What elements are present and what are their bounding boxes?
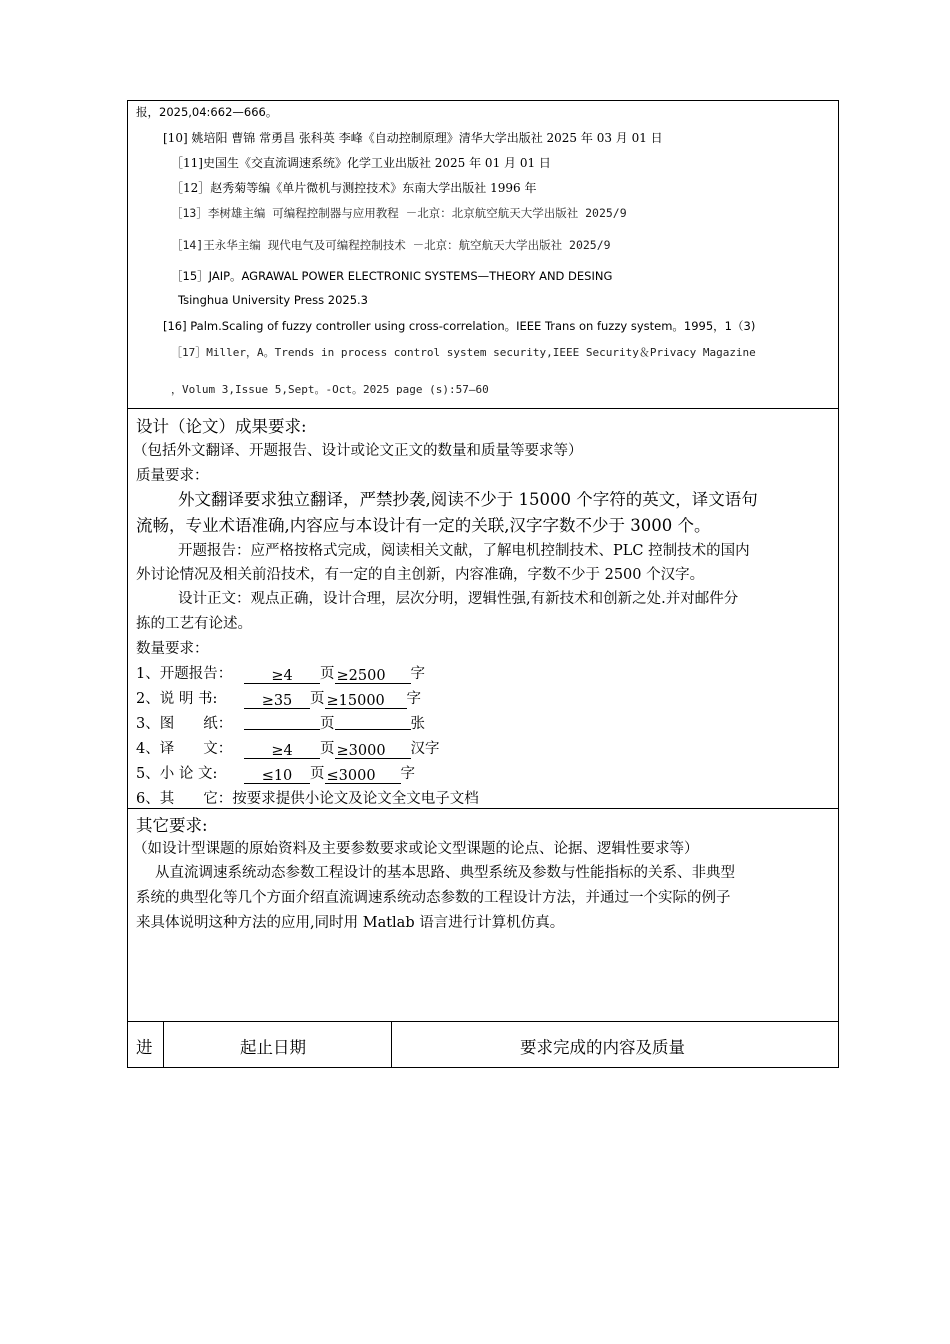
other-requirements-text-cont: 系统的典型化等几个方面介绍直流调速系统动态参数的工程设计方法，并通过一个实际的例子	[136, 890, 731, 906]
reference-11: ［11]史国生《交直流调速系统》化学工业出版社 2025 年 01 月 01 日	[171, 156, 551, 170]
quantity-unit: 字	[406, 691, 421, 707]
schedule-header-dates: 起止日期	[240, 1038, 306, 1057]
translation-requirement-cont: 流畅，专业术语准确,内容应与本设计有一定的关联,汉字字数不少于 3000 个。	[136, 516, 711, 535]
quantity-item	[136, 712, 425, 733]
other-requirements-text-cont: 来具体说明这种方法的应用,同时用 Matlab 语言进行计算机仿真。	[136, 915, 565, 931]
quantity-item-other: 6、其 它：按要求提供小论文及论文全文电子文档	[136, 791, 479, 807]
quantity-unit: 页	[310, 766, 325, 782]
body-requirement: 设计正文：观点正确，设计合理，层次分明，逻辑性强,有新技术和创新之处.并对邮件分	[178, 591, 739, 607]
quantity-label: 数量要求：	[136, 641, 209, 657]
quantity-item	[136, 737, 440, 759]
quantity-unit: 字	[400, 766, 415, 782]
quantity-unit: 页	[320, 716, 335, 732]
reference-13: ［13］李树雄主编 可编程控制器与应用教程 －北京：北京航空航天大学出版社 2025/9	[171, 206, 627, 220]
quantity-unit: 汉字	[410, 741, 440, 757]
reference-12: ［12］赵秀菊等编《单片微机与测控技术》东南大学出版社 1996 年	[171, 181, 537, 195]
quantity-item-label: 4、译 文：	[136, 741, 233, 757]
reference-17: ［17］Miller，A。Trends in process control system security,IEEE Security＆Privacy Magazine	[171, 346, 756, 359]
section-divider	[128, 1021, 838, 1022]
proposal-requirement: 开题报告：应严格按格式完成，阅读相关文献，了解电机控制技术、PLC 控制技术的国内	[178, 543, 750, 559]
quantity-item	[136, 687, 421, 709]
schedule-header-content: 要求完成的内容及质量	[520, 1038, 685, 1057]
reference-15-publisher: Tsinghua University Press 2025.3	[178, 293, 369, 307]
other-requirements-title: 其它要求:	[136, 816, 208, 835]
quantity-value-words: ≥2500	[335, 668, 411, 684]
quantity-value-pages	[244, 714, 320, 730]
column-divider	[391, 1021, 392, 1068]
quantity-value-pages: ≤10	[244, 768, 310, 784]
quantity-value-words: ≤3000	[325, 768, 401, 784]
reference-10: [10] 姚培阳 曹锦 常勇昌 张科英 李峰《自动控制原理》清华大学出版社 2025 年 03 月 01 日	[163, 131, 663, 145]
quantity-value-pages: ≥4	[244, 743, 320, 759]
body-requirement-cont: 拣的工艺有论述。	[136, 616, 252, 632]
reference-17-details: ，Volum 3,Issue 5,Sept。-Oct。2025 page (s):57—60	[171, 383, 489, 396]
quantity-value-words: ≥15000	[325, 693, 407, 709]
schedule-header-progress: 进	[136, 1038, 153, 1057]
quantity-unit: 页	[320, 741, 335, 757]
translation-requirement: 外文翻译要求独立翻译，严禁抄袭,阅读不少于 15000 个字符的英文，译文语句	[178, 490, 758, 509]
quantity-item	[136, 762, 415, 784]
quantity-unit: 字	[410, 666, 425, 682]
quantity-item-label: 5、小 论 文:	[136, 766, 218, 782]
quantity-value-words: ≥3000	[335, 743, 411, 759]
quantity-item-label: 2、说 明 书:	[136, 691, 218, 707]
quantity-item	[136, 662, 425, 684]
quantity-value-pages: ≥4	[244, 668, 320, 684]
reference-16: [16] Palm.Scaling of fuzzy controller using cross-correlation。IEEE Trans on fuzzy system。1995，1（3)	[163, 319, 756, 333]
quantity-unit: 页	[320, 666, 335, 682]
section-divider	[128, 808, 838, 809]
quantity-unit: 页	[310, 691, 325, 707]
other-requirements-text: 从直流调速系统动态参数工程设计的基本思路、典型系统及参数与性能指标的关系、非典型	[155, 865, 735, 881]
reference-14: ［14]王永华主编 现代电气及可编程控制技术 －北京：航空航天大学出版社 2025/9	[171, 238, 611, 252]
quality-label: 质量要求：	[136, 468, 209, 484]
quantity-value-sheets	[335, 714, 411, 730]
quantity-item-label: 3、图 纸：	[136, 716, 233, 732]
quantity-item-label: 1、开题报告：	[136, 666, 233, 682]
section-divider	[128, 408, 838, 409]
other-requirements-subtitle: （如设计型课题的原始资料及主要参数要求或论文型课题的论点、论据、逻辑性要求等）	[133, 841, 699, 857]
reference-15: ［15］JAIP。AGRAWAL POWER ELECTRONIC SYSTEMS—THEORY AND DESING	[171, 269, 613, 283]
column-divider	[163, 1021, 164, 1068]
quantity-unit: 张	[410, 716, 425, 732]
requirements-title: 设计（论文）成果要求:	[136, 417, 307, 436]
proposal-requirement-cont: 外讨论情况及相关前沿技术，有一定的自主创新，内容准确，字数不少于 2500 个汉字。	[136, 567, 705, 583]
quantity-value-pages: ≥35	[244, 693, 310, 709]
reference-continuation: 报，2025,04:662—666。	[136, 105, 278, 119]
requirements-subtitle: （包括外文翻译、开题报告、设计或论文正文的数量和质量等要求等）	[133, 443, 583, 459]
